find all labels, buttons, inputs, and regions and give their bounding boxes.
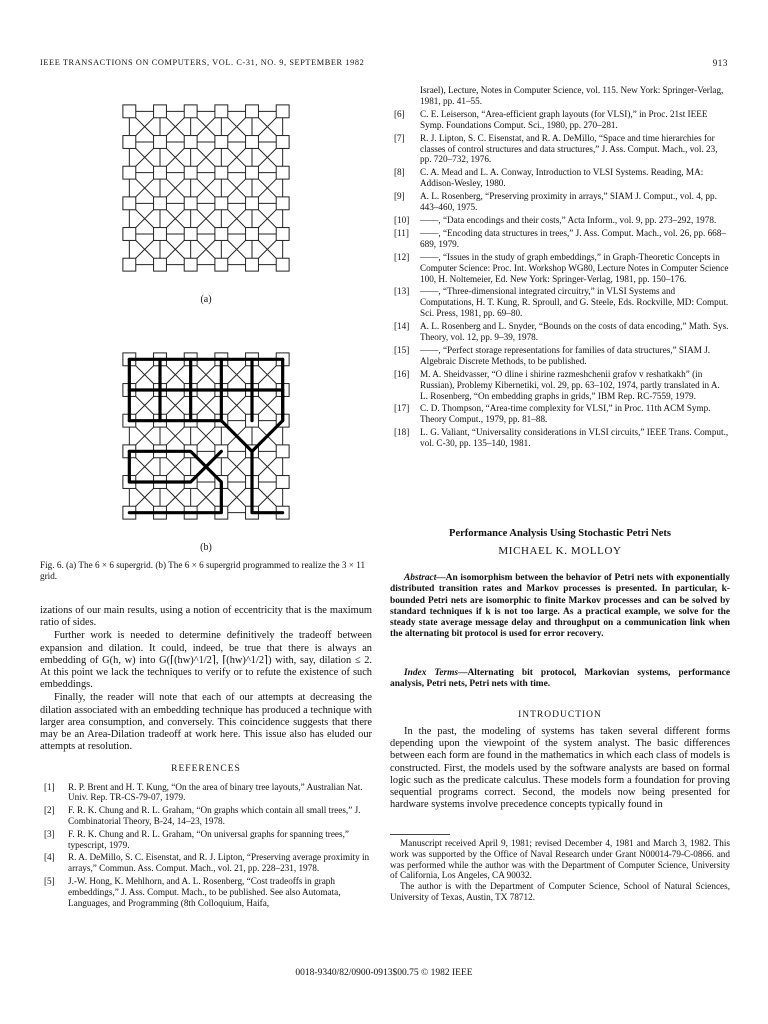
grid-node bbox=[184, 258, 197, 271]
reference-number: [18] bbox=[394, 427, 410, 438]
reference-number: [13] bbox=[394, 286, 410, 297]
grid-node bbox=[246, 166, 259, 179]
figure-caption: Fig. 6. (a) The 6 × 6 supergrid. (b) The 6 × 6 supergrid programmed to realize the 3 × 11 grid. bbox=[40, 560, 366, 581]
grid-node bbox=[276, 228, 289, 241]
figure-label-a: (a) bbox=[200, 294, 212, 305]
reference-item bbox=[390, 167, 730, 189]
supergrid bbox=[123, 353, 289, 519]
introduction-heading: INTRODUCTION bbox=[518, 710, 602, 720]
reference-text: ——, “Data encodings and their costs,” Acta Inform., vol. 9, pp. 273–292, 1978. bbox=[420, 214, 717, 225]
reference-item bbox=[390, 427, 730, 449]
reference-item bbox=[390, 321, 730, 343]
grid-node bbox=[184, 105, 197, 118]
paragraph: Finally, the reader will note that each of our attempts at decreasing the dilation associated with an embedding technique has produced a technique with larger area consumption, and conversely. This coincidence suggests that there may be an Area-Dilation tradeoff at work here. This issue also has eluded our attempts at resolution. bbox=[40, 692, 372, 753]
figure-label-b: (b) bbox=[200, 542, 212, 553]
reference-text: ——, “Perfect storage representations for families of data structures,” SIAM J. Algebraic Discrete Methods, to be published. bbox=[420, 344, 711, 366]
abstract bbox=[390, 573, 730, 641]
running-header bbox=[40, 58, 728, 72]
grid-node bbox=[154, 228, 167, 241]
reference-number: [16] bbox=[394, 368, 410, 379]
reference-text: R. J. Lipton, S. C. Eisenstat, and R. A. DeMillo, “Space and time hierarchies for classes of control structures and data structures,” J. Ass. Comput. Mach., vol. 23, pp. 720–732, 1976. bbox=[420, 132, 718, 165]
reference-item bbox=[390, 109, 730, 131]
grid-node bbox=[276, 476, 289, 489]
paragraph: izations of our main results, using a notion of eccentricity that is the maximum ratio of sides. bbox=[40, 605, 372, 629]
reference-number: [2] bbox=[44, 805, 55, 816]
reference-item bbox=[390, 345, 730, 367]
reference-number: [14] bbox=[394, 321, 410, 332]
grid-node bbox=[123, 105, 136, 118]
grid-node bbox=[215, 136, 228, 149]
reference-text: R. P. Brent and H. T. Kung, “On the area of binary tree layouts,” Australian Nat. Univ. Rep. TR-CS-79-07, 1979. bbox=[68, 781, 363, 803]
reference-text: F. R. K. Chung and R. L. Graham, “On graphs which contain all small trees,” J. Combinatorial Theory, B-24, 14–23, 1978. bbox=[68, 805, 361, 827]
grid-node bbox=[154, 166, 167, 179]
reference-item bbox=[390, 191, 730, 213]
references-heading: REFERENCES bbox=[171, 764, 241, 775]
reference-item bbox=[390, 403, 730, 425]
journal-header: IEEE TRANSACTIONS ON COMPUTERS, VOL. C-31, NO. 9, SEPTEMBER 1982 bbox=[40, 58, 365, 67]
grid-node bbox=[184, 166, 197, 179]
abstract-label: Abstract bbox=[404, 573, 437, 583]
reference-number: [7] bbox=[394, 132, 405, 143]
grid-node bbox=[246, 228, 259, 241]
reference-number: [4] bbox=[44, 852, 55, 863]
reference-text: F. R. K. Chung and R. L. Graham, “On universal graphs for spanning trees,” typescript, 1979. bbox=[68, 828, 349, 850]
reference-item bbox=[390, 228, 730, 250]
reference-text: C. A. Mead and L. A. Conway, Introduction to VLSI Systems. Reading, MA: Addison-Wesley, 1980. bbox=[420, 167, 704, 189]
reference-text: ——, “Encoding data structures in trees,” J. Ass. Comput. Mach., vol. 26, pp. 668–689, 1979. bbox=[420, 227, 726, 249]
index-terms-text: —Alternating bit protocol, Markovian systems, performance analysis, Petri nets, Petri nets with time. bbox=[390, 668, 730, 690]
reference-number: [3] bbox=[44, 828, 55, 839]
grid-node bbox=[123, 228, 136, 241]
grid-node bbox=[215, 258, 228, 271]
reference-item bbox=[40, 876, 372, 908]
grid-node bbox=[154, 258, 167, 271]
reference-item bbox=[40, 852, 372, 874]
grid-node bbox=[184, 136, 197, 149]
reference-number: [8] bbox=[394, 167, 405, 178]
references-list-right bbox=[390, 85, 730, 451]
reference-text: A. L. Rosenberg and L. Snyder, “Bounds on the costs of data encoding,” Math. Sys. Theory, vol. 12, pp. 9–39, 1978. bbox=[420, 321, 729, 343]
index-terms-label: Index Terms bbox=[404, 668, 459, 678]
grid-node bbox=[215, 228, 228, 241]
reference-text: C. D. Thompson, “Area-time complexity for VLSI,” in Proc. 11th ACM Symp. Theory Comput., 1979, pp. 81–88. bbox=[420, 403, 711, 425]
reference-text: R. A. DeMillo, S. C. Eisenstat, and R. J. Lipton, “Preserving average proximity in arrays,” Commun. Ass. Comput. Mach., vol. 21, pp. 228–231, 1978. bbox=[68, 852, 370, 874]
grid-node bbox=[123, 197, 136, 210]
reference-number: [10] bbox=[394, 214, 410, 225]
grid-node bbox=[215, 197, 228, 210]
reference-item bbox=[390, 369, 730, 402]
page-number: 913 bbox=[712, 58, 728, 68]
reference-number: [6] bbox=[394, 108, 405, 119]
grid-node bbox=[246, 105, 259, 118]
reference-text: ——, “Issues in the study of graph embeddings,” in Graph-Theoretic Concepts in Computer Science: Proc. Int. Workshop WG80, Lecture Notes in Computer Science 100, H. Noltemeier, Ed. New York: Springer-Verlag, 1981, pp. 150–176. bbox=[420, 251, 729, 284]
references-list-left bbox=[40, 782, 372, 909]
reference-item bbox=[390, 215, 730, 226]
grid-node bbox=[276, 136, 289, 149]
reference-text: ——, “Three-dimensional integrated circuitry,” in VLSI Systems and Computations, H. T. Kung, R. Sproull, and G. Steele, Eds. Rockville, MD: Comput. Sci. Press, 1981, pp. 69–80. bbox=[420, 286, 729, 319]
reference-text: M. A. Sheidvasser, “O dline i shirine razmeshchenii grafov v reshatkakh” (in Russian), Problemy Kibernetiki, vol. 29, pp. 63–102, 1974, partly translated in A. L. Rosenberg, “On embedding graphs in grids,” IBM Rep. RC-7559, 1979. bbox=[420, 368, 720, 401]
grid-node bbox=[215, 166, 228, 179]
reference-item bbox=[40, 805, 372, 827]
footnote: The author is with the Department of Computer Science, School of Natural Sciences, University of Texas, Austin, TX 78712. bbox=[390, 881, 730, 902]
author: MICHAEL K. MOLLOY bbox=[498, 545, 622, 557]
grid-node bbox=[184, 228, 197, 241]
reference-text: C. E. Leiserson, “Area-efficient graph layouts (for VLSI),” in Proc. 21st IEEE Symp. Foundations Comput. Sci., 1980, pp. 270–281. bbox=[420, 108, 708, 130]
grid-node bbox=[123, 136, 136, 149]
footnote-rule bbox=[390, 834, 450, 835]
grid-node bbox=[276, 445, 289, 458]
reference-number: [9] bbox=[394, 191, 405, 202]
reference-item bbox=[40, 829, 372, 851]
reference-text: Israel), Lecture, Notes in Computer Science, vol. 115. New York: Springer-Verlag, 1981, pp. 41–55. bbox=[420, 85, 724, 106]
grid-node bbox=[154, 197, 167, 210]
supergrid-diagram bbox=[106, 88, 306, 288]
paper-title: Performance Analysis Using Stochastic Petri Nets bbox=[449, 528, 671, 539]
reference-number: [1] bbox=[44, 781, 55, 792]
grid-node bbox=[276, 258, 289, 271]
reference-item bbox=[40, 782, 372, 804]
reference-text: A. L. Rosenberg, “Preserving proximity in arrays,” SIAM J. Comput., vol. 4, pp. 443–460, 1975. bbox=[420, 191, 717, 213]
programmed-supergrid-diagram bbox=[106, 336, 306, 536]
footnote: Manuscript received April 9, 1981; revised December 4, 1981 and March 3, 1982. This work was supported by the Office of Naval Research under Grant N00014-79-C-0866. and was performed while the author was with the Department of Computer Science, University of California, Los Angeles, CA 90032. bbox=[390, 838, 730, 881]
index-terms bbox=[390, 668, 730, 691]
grid-node bbox=[184, 197, 197, 210]
grid-node bbox=[123, 258, 136, 271]
footnotes bbox=[390, 838, 730, 903]
supergrid bbox=[123, 105, 289, 271]
reference-number: [17] bbox=[394, 403, 410, 414]
grid-node bbox=[246, 197, 259, 210]
reference-number: [12] bbox=[394, 251, 410, 262]
copyright-footer: 0018-9340/82/0900-0913$00.75 © 1982 IEEE bbox=[295, 968, 473, 978]
reference-item bbox=[390, 133, 730, 166]
grid-node bbox=[246, 258, 259, 271]
reference-number: [15] bbox=[394, 344, 410, 355]
grid-node bbox=[154, 105, 167, 118]
reference-number: [5] bbox=[44, 876, 55, 887]
grid-node bbox=[276, 166, 289, 179]
left-body-text bbox=[40, 605, 372, 910]
grid-node bbox=[154, 136, 167, 149]
introduction-text: In the past, the modeling of systems has taken several different forms depending upon the viewpoint of the system analyst. The basic differences between each form are found in the mathematics in which each class of models is constructed. First, the models used by the software analysts are based on formal logic such as the predicate calculus. These models form a foundation for proving sequential programs correct. Second, the models now being presented for hardware systems involve precedence concepts typically found in bbox=[390, 726, 730, 811]
grid-node bbox=[123, 166, 136, 179]
grid-node bbox=[215, 105, 228, 118]
reference-item bbox=[390, 252, 730, 285]
reference-text: L. G. Valiant, “Universality considerations in VLSI circuits,” IEEE Trans. Comput., vol. C-30, pp. 135–140, 1981. bbox=[420, 427, 729, 449]
figure-6a bbox=[40, 88, 372, 305]
figure-6b bbox=[40, 336, 372, 553]
reference-text: J.-W. Hong, K. Mehlhorn, and A. L. Rosenberg, “Cost tradeoffs in graph embeddings,” J. Ass. Comput. Mach., to be published. See also Automata, Languages, and Programming (8th Colloquium, Haifa, bbox=[68, 876, 341, 908]
reference-item bbox=[390, 286, 730, 319]
grid-node bbox=[276, 105, 289, 118]
reference-number: [11] bbox=[394, 227, 409, 238]
grid-node bbox=[246, 136, 259, 149]
grid-node bbox=[276, 197, 289, 210]
paragraph: Further work is needed to determine definitively the tradeoff between expansion and dilation. It could, indeed, be true that there is always an embedding of G(h, w) into G(⌈(hw)^1/2⌉, ⌈(hw)^1/2⌉) with, say, dilation ≤ 2. At this point we lack the techniques to verify or to refute the existence of such embeddings. bbox=[40, 630, 372, 691]
abstract-text: —An isomorphism between the behavior of Petri nets with exponentially distributed transition rates and Markov processes is presented. In particular, k-bounded Petri nets are isomorphic to finite Markov processes and can be solved by standard techniques if k is not too large. As a practical example, we solve for the steady state average message delay and throughput on a communication link when the alternating bit protocol is used for error recovery. bbox=[390, 573, 730, 640]
reference-item bbox=[390, 85, 730, 107]
